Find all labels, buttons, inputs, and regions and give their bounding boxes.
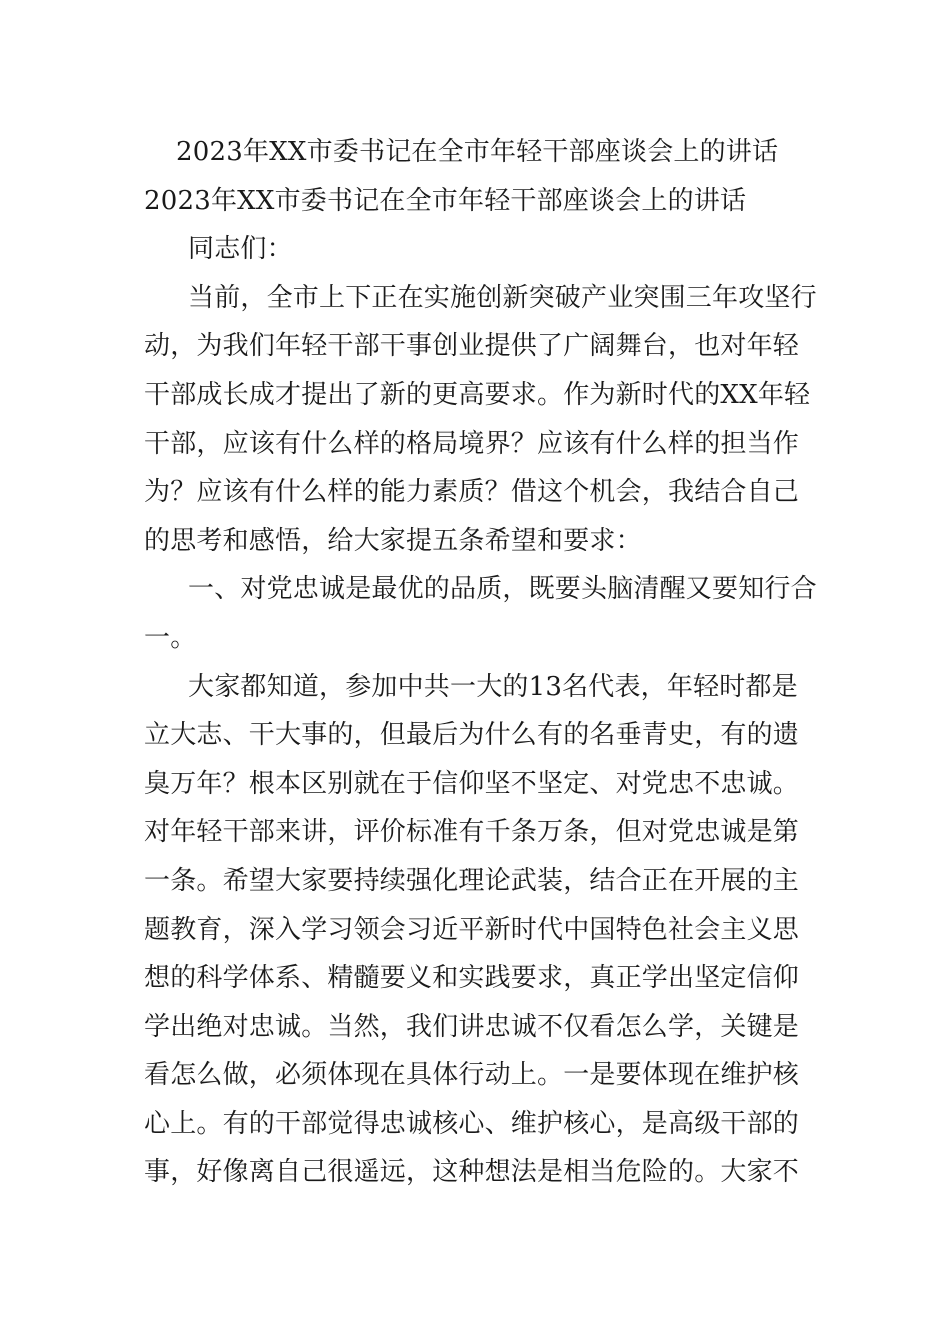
paragraph-line: 题教育，深入学习领会习近平新时代中国特色社会主义思 [144,914,800,945]
paragraph-line: 对年轻干部来讲，评价标准有千条万条，但对党忠诚是第 [144,817,800,848]
paragraph-line: 心上。有的干部觉得忠诚核心、维护核心，是高级干部的 [144,1108,800,1139]
paragraph-line: 事，好像离自己很遥远，这种想法是相当危险的。大家不 [144,1157,800,1188]
paragraph-line: 当前，全市上下正在实施创新突破产业突围三年攻坚行 [188,282,817,313]
document-title-line-1: 2023年XX市委书记在全市年轻干部座谈会上的讲话 [176,137,779,167]
paragraph-intro [144,274,817,566]
paragraph-line: 干部，应该有什么样的格局境界？应该有什么样的担当作 [144,428,800,459]
paragraph-line: 为？应该有什么样的能力素质？借这个机会，我结合自己 [144,477,800,508]
document-title-line-2: 2023年XX市委书记在全市年轻干部座谈会上的讲话 [144,185,747,216]
paragraph-line: 看怎么做，必须体现在具体行动上。一是要体现在维护核 [144,1060,800,1091]
paragraph-loyalty [144,663,808,1198]
paragraph-line: 一条。希望大家要持续强化理论武装，结合正在开展的主 [144,865,800,896]
salutation: 同志们： [188,234,293,265]
document-body [144,128,817,1197]
paragraph-line: 动，为我们年轻干部干事创业提供了广阔舞台，也对年轻 [144,331,800,362]
paragraph-line: 学出绝对忠诚。当然，我们讲忠诚不仅看怎么学，关键是 [144,1011,800,1042]
section-heading-1 [144,565,817,662]
paragraph-line: 干部成长成才提出了新的更高要求。作为新时代的XX年轻 [144,379,811,410]
paragraph-line: 臭万年？根本区别就在于信仰坚不坚定、对党忠不忠诚。 [144,768,800,799]
section-heading-line: 一。 [144,622,197,653]
paragraph-line: 的思考和感悟，给大家提五条希望和要求： [144,525,642,556]
paragraph-line: 大家都知道，参加中共一大的13名代表，年轻时都是 [188,671,798,702]
section-heading-line: 一、对党忠诚是最优的品质，既要头脑清醒又要知行合 [188,574,817,605]
paragraph-line: 立大志、干大事的，但最后为什么有的名垂青史，有的遗 [144,720,800,751]
paragraph-line: 想的科学体系、精髓要义和实践要求，真正学出坚定信仰 [144,963,800,994]
